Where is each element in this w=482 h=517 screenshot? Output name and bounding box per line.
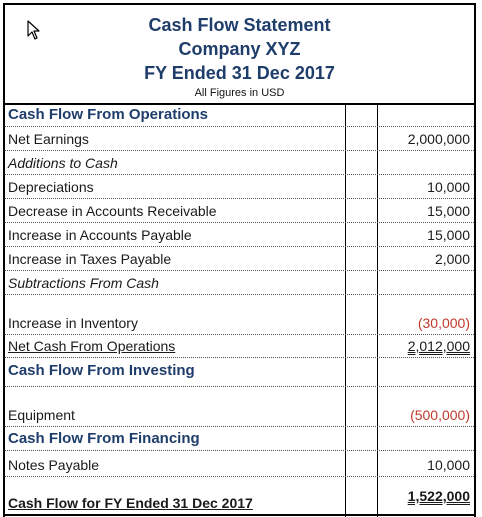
table-row: [5, 126, 474, 151]
row-label: Net Cash From Operations: [8, 338, 176, 354]
row-label: Cash Flow From Operations: [8, 106, 209, 123]
table-row: [5, 174, 474, 199]
company-name: Company XYZ: [178, 39, 301, 59]
row-label: Equipment: [8, 407, 75, 423]
row-label: Decrease in Accounts Receivable: [8, 203, 217, 219]
row-value: 15,000: [427, 203, 470, 219]
statement-title: Cash Flow Statement: [148, 15, 331, 35]
row-value: 2,000: [434, 251, 470, 267]
row-label: Increase in Taxes Payable: [8, 251, 172, 267]
table-row: [5, 386, 474, 427]
section-heading-financing: [5, 426, 474, 451]
row-value: 2,012,000: [407, 338, 470, 354]
table-row: [5, 198, 474, 223]
row-label: Cash Flow for FY Ended 31 Dec 2017: [8, 495, 253, 511]
row-value: 1,522,000: [407, 488, 470, 504]
currency-note: All Figures in USD: [194, 87, 285, 99]
subheading-subtractions: [5, 270, 474, 295]
row-value: 2,000,000: [407, 131, 470, 147]
table-row: [5, 294, 474, 335]
row-label: Cash Flow From Investing: [8, 362, 195, 379]
row-value: (30,000): [417, 315, 470, 331]
row-value: 10,000: [427, 457, 470, 473]
section-heading-investing: [5, 357, 474, 387]
row-value: (500,000): [410, 407, 470, 423]
row-value: 15,000: [427, 227, 470, 243]
fiscal-period: FY Ended 31 Dec 2017: [144, 63, 335, 83]
row-label: Depreciations: [8, 179, 94, 195]
row-label: Net Earnings: [8, 131, 89, 147]
row-label: Additions to Cash: [8, 155, 118, 171]
row-label: Notes Payable: [8, 457, 100, 473]
table-row: [5, 222, 474, 247]
table-row: [5, 334, 474, 358]
table-row: [5, 450, 474, 477]
row-label: Increase in Accounts Payable: [8, 227, 192, 243]
table-row: [5, 246, 474, 271]
subheading-additions: [5, 150, 474, 175]
total-row: [5, 476, 474, 516]
statement-header: [3, 3, 476, 105]
row-label: Increase in Inventory: [8, 315, 138, 331]
section-heading-operations: [5, 105, 474, 127]
cash-flow-table: [3, 105, 476, 517]
row-value: 10,000: [427, 179, 470, 195]
row-label: Cash Flow From Financing: [8, 430, 200, 447]
row-label: Subtractions From Cash: [8, 275, 159, 291]
